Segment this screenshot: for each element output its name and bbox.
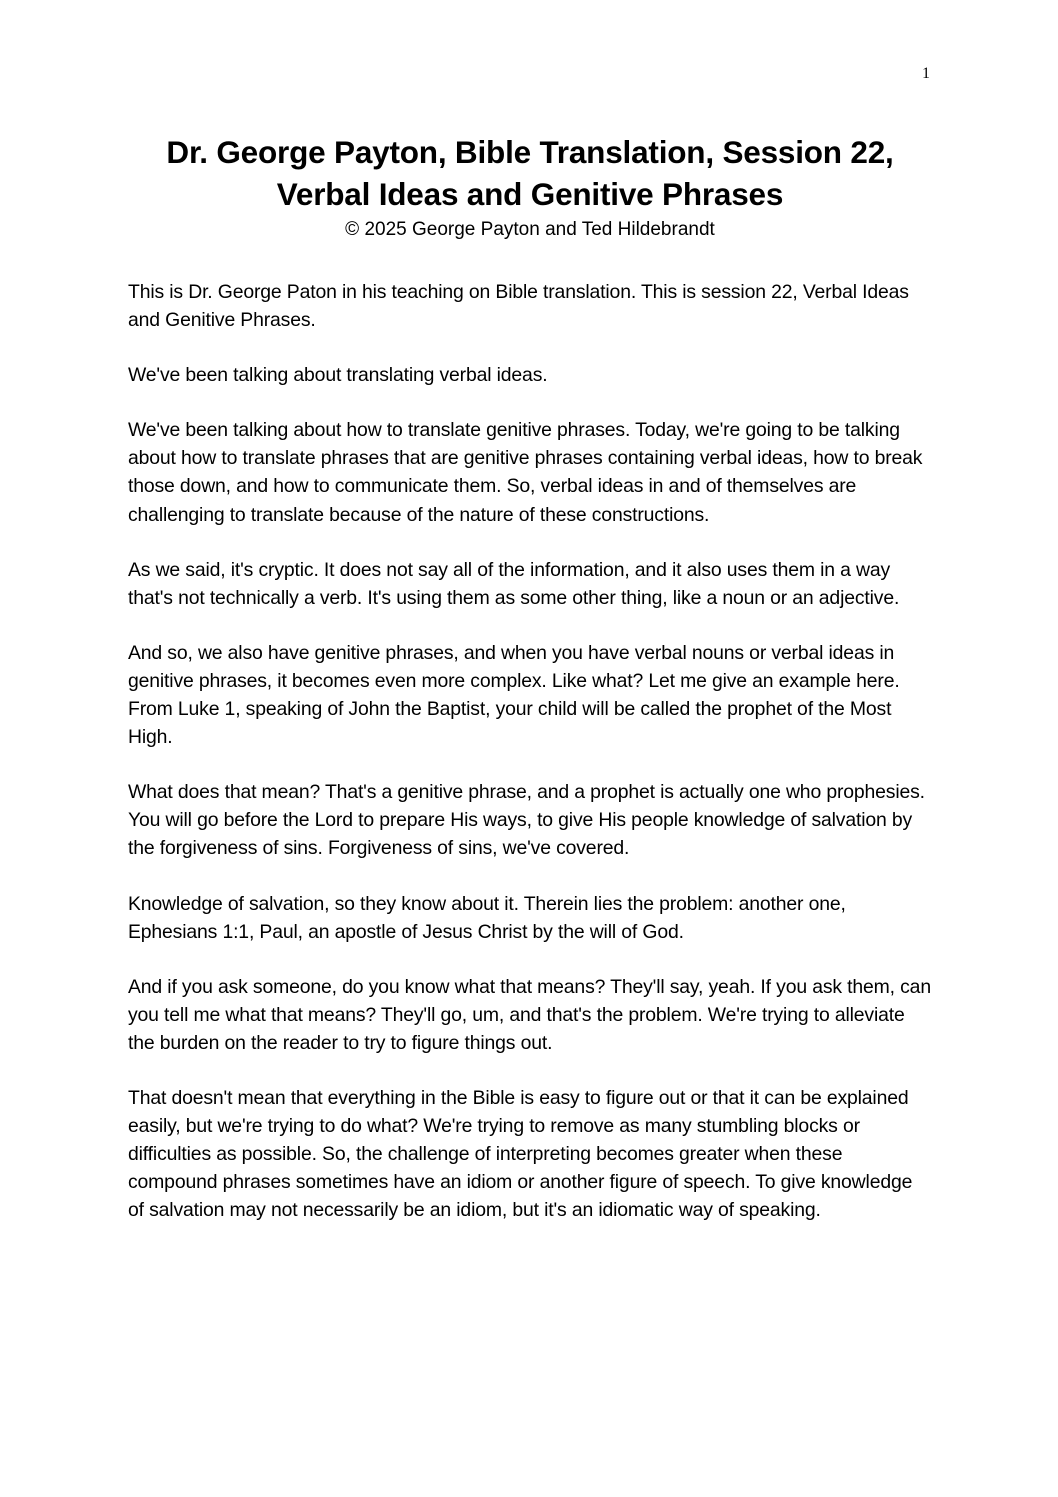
page-number: 1: [922, 65, 930, 82]
paragraph: We've been talking about translating verbal ideas.: [128, 364, 548, 387]
title-block: [120, 131, 940, 243]
paragraph: And so, we also have genitive phrases, and when you have verbal nouns or verbal ideas in genitive phrases, it becomes even more complex. Like what? Let me give an example here. From Luke 1, speaking of John the Baptist, your child will be called the prophet of the Most High.: [128, 641, 900, 749]
paragraph: This is Dr. George Paton in his teaching on Bible translation. This is session 22, Verbal Ideas and Genitive Phrases.: [128, 281, 909, 332]
paragraph: Knowledge of salvation, so they know about it. Therein lies the problem: another one, Ephesians 1:1, Paul, an apostle of Jesus Christ by the will of God.: [128, 892, 846, 943]
document-title-line-2: Verbal Ideas and Genitive Phrases: [276, 176, 784, 212]
document-title-line-1: Dr. George Payton, Bible Translation, Session 22,: [166, 134, 894, 170]
paragraph: We've been talking about how to translate genitive phrases. Today, we're going to be talking about how to translate phrases that are genitive phrases containing verbal ideas, how to break those down, and how to communicate them. So, verbal ideas in and of themselves are challenging to translate because of the nature of these constructions.: [128, 419, 923, 526]
paragraph: As we said, it's cryptic. It does not say all of the information, and it also uses them in a way that's not technically a verb. It's using them as some other thing, like a noun or an adjective.: [128, 558, 900, 609]
paragraph: And if you ask someone, do you know what that means? They'll say, yeah. If you ask them, can you tell me what that means? They'll go, um, and that's the problem. We're trying to alleviate the burden on the reader to try to figure things out.: [128, 975, 931, 1054]
paragraph: That doesn't mean that everything in the Bible is easy to figure out or that it can be explained easily, but we're trying to do what? We're trying to remove as many stumbling blocks or difficulties as possible. So, the challenge of interpreting becomes greater when these compound phrases sometimes have an idiom or another figure of speech. To give knowledge of salvation may not necessarily be an idiom, but it's an idiomatic way of speaking.: [128, 1086, 913, 1222]
copyright-notice: © 2025 George Payton and Ted Hildebrandt: [345, 219, 715, 240]
document-body: [128, 278, 933, 1251]
paragraph: What does that mean? That's a genitive phrase, and a prophet is actually one who prophesies. You will go before the Lord to prepare His ways, to give His people knowledge of salvation by the forgiveness of sins. Forgiveness of sins, we've covered.: [128, 781, 925, 860]
